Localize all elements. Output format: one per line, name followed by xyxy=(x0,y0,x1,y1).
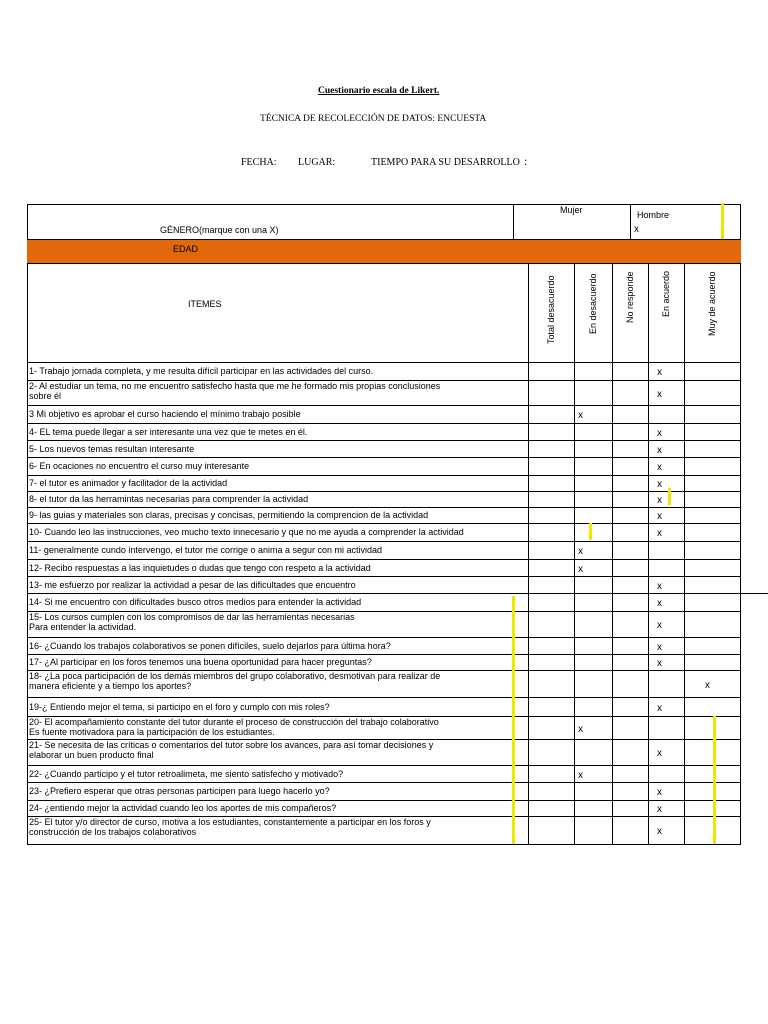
item-text: 15- Los cursos cumplen con los compromisos de dar las herramientas necesarias xyxy=(29,612,355,622)
item-text: 8- el tutor da las herramintas necesarias para comprender la actividad xyxy=(29,494,309,504)
table-row xyxy=(27,559,741,576)
column-header: Total desacuerdo xyxy=(546,275,556,344)
item-text-cont: construcción de los trabajos colaborativos xyxy=(29,827,197,837)
table-row xyxy=(27,457,741,475)
answer-mark: x xyxy=(657,479,662,490)
mujer-label: Mujer xyxy=(560,205,583,215)
table-row xyxy=(27,670,741,697)
answer-mark: x xyxy=(578,770,583,781)
item-text: 17- ¿Al participar en los foros tenemos una buena oportunidad para hacer preguntas? xyxy=(29,657,372,667)
answer-mark: x xyxy=(578,546,583,557)
item-text: 9- las guias y materiales son claras, precisas y concisas, permitiendo la comprencion de la actividad xyxy=(29,510,429,520)
item-text: 16- ¿Cuando los trabajos colaborativos se ponen difíciles, suelo dejarlos para última hora? xyxy=(29,641,391,651)
table-row xyxy=(27,440,741,457)
table-row xyxy=(27,654,741,670)
item-text: 10- Cuando leo las instrucciones, veo mucho texto innecesario y que no me ayuda a comprender la actividad xyxy=(29,527,464,537)
item-text-cont: sobre él xyxy=(29,391,62,401)
genero-label: GÉNERO(marque con una X) xyxy=(160,225,279,235)
items-header: ITEMES xyxy=(188,299,222,309)
item-text: 11- generalmente cundo intervengo, el tutor me corrige o anima a segur con mi actividad xyxy=(29,545,383,555)
answer-mark: x xyxy=(657,642,662,653)
item-text: 21- Se necesita de las críticas o comentarios del tutor sobre los avances, para así tomar decisiones y xyxy=(29,740,434,750)
answer-mark: x xyxy=(657,389,662,400)
item-text: 12- Recibo respuestas a las inquietudes o dudas que tengo con respeto a la actividad xyxy=(29,563,371,573)
answer-mark: x xyxy=(657,428,662,439)
answer-mark: x xyxy=(657,826,662,837)
table-row xyxy=(27,800,741,816)
hombre-label: Hombre xyxy=(637,210,670,220)
answer-mark: x xyxy=(657,598,662,609)
answer-mark: x xyxy=(657,658,662,669)
answer-mark: x xyxy=(657,367,662,378)
column-header: No responde xyxy=(625,271,635,323)
item-text-cont: manera eficiente y a tiempo los aportes? xyxy=(29,681,192,691)
edad-label: EDAD xyxy=(173,244,199,254)
table-row xyxy=(27,637,741,654)
edad-band xyxy=(27,239,741,264)
answer-mark: x xyxy=(657,804,662,815)
fecha-label: FECHA: xyxy=(241,157,277,168)
item-text: 1- Trabajo jornada completa, y me resulta difícil participar en las actividades del curso. xyxy=(29,366,374,376)
table-row xyxy=(27,507,741,523)
table-row xyxy=(27,523,741,541)
answer-mark: x xyxy=(657,511,662,522)
answer-mark: x xyxy=(657,787,662,798)
column-header: Muy de acuerdo xyxy=(707,271,717,336)
item-text: 23- ¿Prefiero esperar que otras personas participen para luego hacerlo yo? xyxy=(29,786,330,796)
answer-mark: x xyxy=(657,620,662,631)
column-header: En acuerdo xyxy=(661,270,671,317)
table-row xyxy=(27,475,741,491)
tiempo-colon: : xyxy=(524,154,528,168)
document-title: Cuestionario escala de Likert. xyxy=(318,86,440,96)
answer-mark: x xyxy=(657,581,662,592)
answer-mark: x xyxy=(578,724,583,735)
item-text: 14- Si me encuentro con dificultades busco otros medios para entender la actividad xyxy=(29,597,362,607)
item-text: 6- En ocaciones no encuentro el curso muy interesante xyxy=(29,461,250,471)
table-row xyxy=(27,541,741,559)
answer-mark: x xyxy=(657,748,662,759)
item-text: 24- ¿entiendo mejor la actividad cuando leo los aportes de mis compañeros? xyxy=(29,803,337,813)
table-row xyxy=(27,576,741,593)
item-text: 20- El acompañamiento constante del tutor durante el proceso de construcción del trabajo colaborativo xyxy=(29,717,439,727)
column-header: En desacuerdo xyxy=(588,273,598,334)
item-text: 3 Mi objetivo es aprobar el curso haciendo el mínimo trabajo posible xyxy=(29,409,301,419)
item-text: 7- el tutor es animador y facilitador de la actividad xyxy=(29,478,228,488)
item-text: 2- Al estudiar un tema, no me encuentro satisfecho hasta que me he formado mis propias conclusiones xyxy=(29,381,441,391)
hombre-mark: x xyxy=(634,224,639,235)
answer-mark: x xyxy=(657,703,662,714)
item-text: 25- El tutor y/o director de curso, motiva a los estudiantes, constantemente a participar en los foros y xyxy=(29,817,431,827)
table-row xyxy=(27,716,741,739)
item-text: 4- EL tema puede llegar a ser interesante una vez que te metes en él. xyxy=(29,427,308,437)
table-row xyxy=(27,405,741,423)
table-row xyxy=(27,739,741,765)
answer-mark: x xyxy=(578,564,583,575)
table-row xyxy=(27,765,741,782)
item-text-cont: elaborar un buen producto final xyxy=(29,750,154,760)
table-row xyxy=(27,697,741,716)
answer-mark: x xyxy=(657,495,662,506)
table-row xyxy=(27,611,741,637)
answer-mark: x xyxy=(578,410,583,421)
item-text: 22- ¿Cuando participo y el tutor retroalimeta, me siento satisfecho y motivado? xyxy=(29,769,344,779)
table-row xyxy=(27,362,741,380)
item-text: 5- Los nuevos temas resultan interesante xyxy=(29,444,195,454)
table-row xyxy=(27,593,741,611)
item-text: 19-¿ Entiendo mejor el tema, si participo en el foro y cumplo con mis roles? xyxy=(29,702,330,712)
tiempo-label: TIEMPO PARA SU DESARROLLO xyxy=(371,157,520,168)
answer-mark: x xyxy=(705,680,710,691)
table-row xyxy=(27,491,741,507)
item-text-cont: Para entender la actividad. xyxy=(29,622,137,632)
document-subtitle: TÉCNICA DE RECOLECCIÓN DE DATOS: ENCUESTA xyxy=(260,114,487,124)
table-row xyxy=(27,380,741,405)
table-row xyxy=(27,816,741,844)
item-text: 13- me esfuerzo por realizar la actividad a pesar de las dificultades que encuentro xyxy=(29,580,356,590)
answer-mark: x xyxy=(657,528,662,539)
answer-mark: x xyxy=(657,462,662,473)
answer-mark: x xyxy=(657,445,662,456)
item-text-cont: Es fuente motivadora para la participación de los estudiantes. xyxy=(29,727,275,737)
table-row xyxy=(27,423,741,440)
item-text: 18- ¿La poca participación de los demás miembros del grupo colaborativo, desmotivan para realizar de xyxy=(29,671,441,681)
table-row xyxy=(27,782,741,800)
lugar-label: LUGAR: xyxy=(298,157,336,168)
